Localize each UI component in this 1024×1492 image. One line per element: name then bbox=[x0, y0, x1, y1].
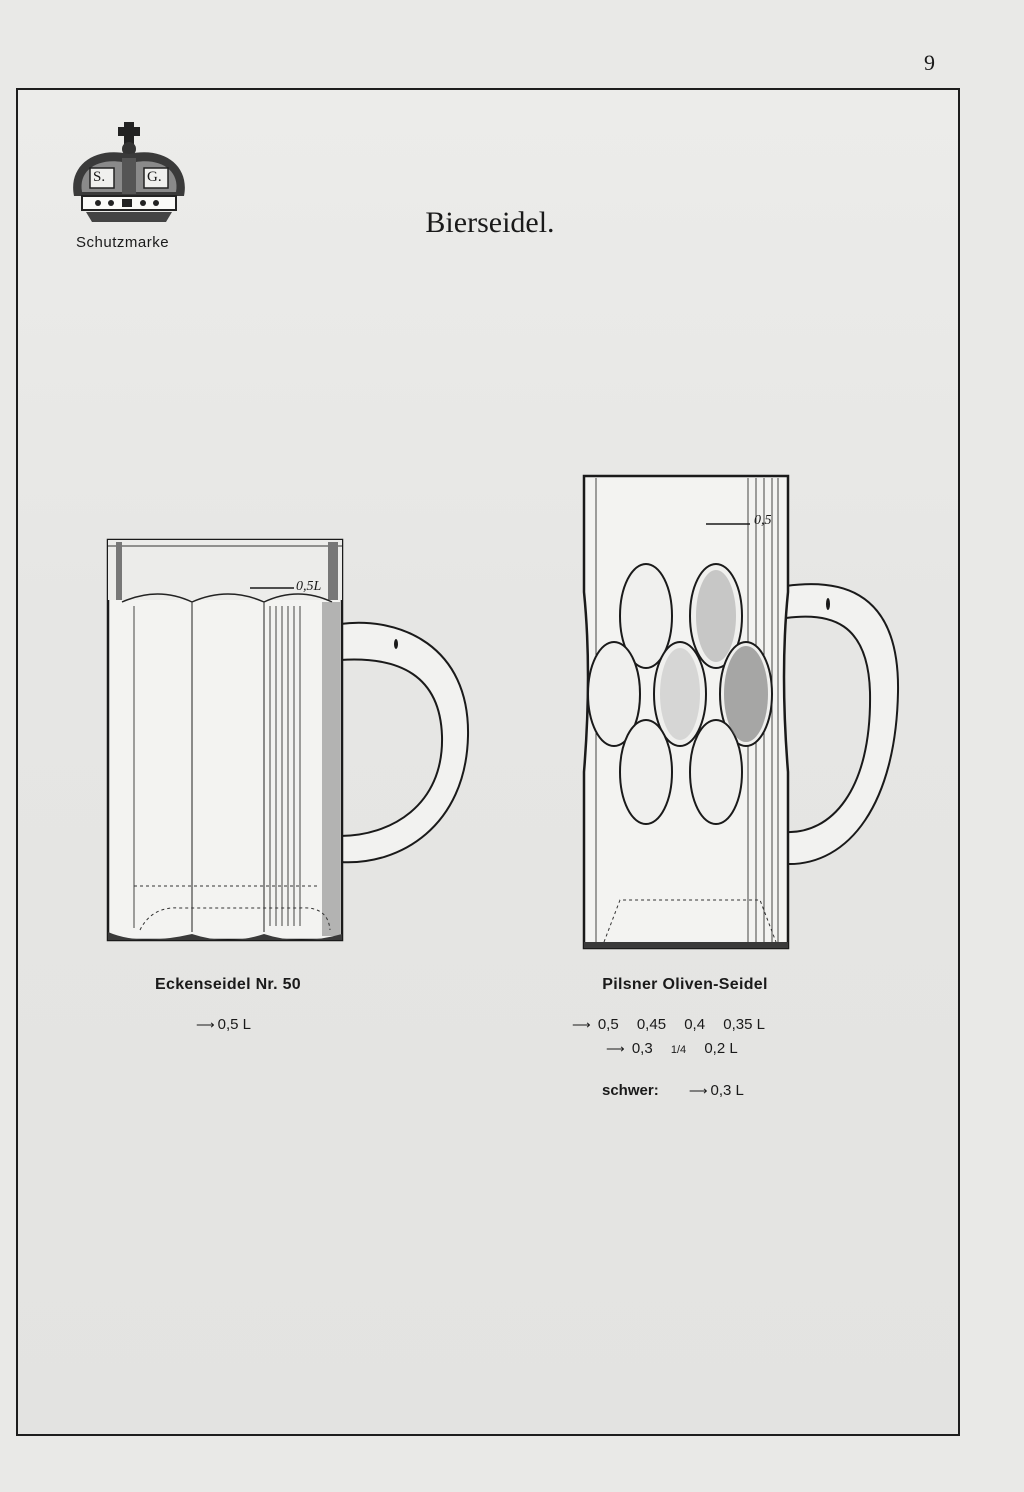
size-value: 1/4 bbox=[670, 1044, 687, 1056]
logo-caption: Schutzmarke bbox=[76, 234, 170, 251]
crown-icon bbox=[64, 118, 200, 234]
pilsner-mark-label: 0,5 bbox=[754, 513, 772, 528]
size-value: 0,45 bbox=[636, 1016, 667, 1033]
size-value: 0,5 L bbox=[217, 1016, 252, 1033]
size-value: 0,4 bbox=[684, 1016, 706, 1033]
heavy-label: schwer: bbox=[602, 1082, 659, 1099]
size-value: 0,2 L bbox=[704, 1040, 738, 1057]
page-title: Bierseidel. bbox=[425, 206, 555, 239]
size-value: 0,3 L bbox=[710, 1082, 744, 1099]
size-value: 0,5 bbox=[597, 1016, 619, 1033]
pilsner-heavy-sizes bbox=[602, 1082, 744, 1099]
fill-mark-arrow-icon: ⟶ bbox=[572, 1017, 591, 1032]
pilsner-caption: Pilsner Oliven-Seidel bbox=[602, 976, 768, 993]
fill-mark-arrow-icon: ⟶ bbox=[196, 1017, 215, 1032]
size-value: 0,3 bbox=[631, 1040, 653, 1057]
page-number: 9 bbox=[924, 50, 935, 75]
eckenseidel-caption: Eckenseidel Nr. 50 bbox=[155, 976, 301, 993]
logo-letter-left: S. bbox=[93, 169, 106, 185]
pilsner-sizes-row-2 bbox=[606, 1040, 738, 1057]
size-value: 0,35 L bbox=[723, 1016, 765, 1033]
fill-mark-arrow-icon: ⟶ bbox=[606, 1041, 625, 1056]
crown-logo bbox=[64, 118, 200, 258]
pilsner-oliven-seidel-illustration bbox=[580, 472, 910, 952]
eckenseidel-illustration bbox=[100, 536, 480, 946]
eckenseidel-sizes bbox=[196, 1016, 251, 1033]
fill-mark-arrow-icon: ⟶ bbox=[688, 1083, 708, 1098]
eckenseidel-mark-label: 0,5L bbox=[296, 579, 322, 594]
logo-letter-right: G. bbox=[147, 169, 162, 185]
pilsner-sizes-row-1 bbox=[572, 1016, 765, 1033]
